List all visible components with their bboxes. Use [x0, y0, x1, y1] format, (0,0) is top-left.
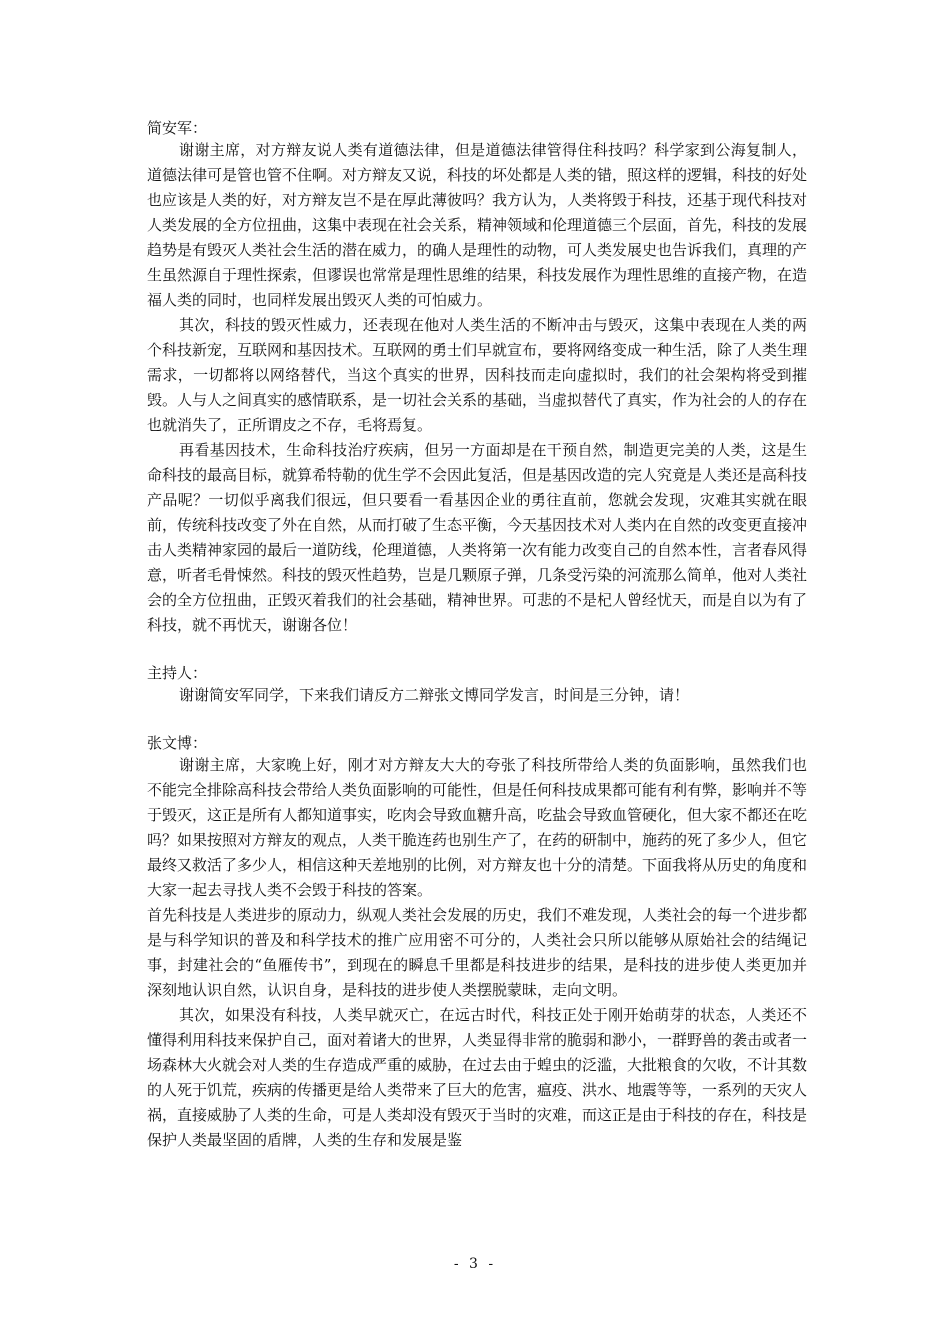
- page-number: - 3 -: [453, 1256, 497, 1272]
- section-spacer: [147, 638, 807, 663]
- section-spacer: [147, 708, 807, 733]
- speaker-label: 张文博：: [147, 734, 208, 752]
- paragraph: 谢谢主席，对方辩友说人类有道德法律，但是道德法律管得住科技吗？科学家到公海复制人，道德法律可是管也管不住啊。对方辩友又说，科技的坏处都是人类的错，照这样的逻辑，科技的好处也应该是人类的好，对方辩友岂不是在厚此薄彼吗？我方认为，人类将毁于科技，还基于现代科技对人类发展的全方位扭曲，这集中表现在社会关系，精神领域和伦理道德三个层面，首先，科技的发展趋势是有毁灭人类社会生活的潜在威力，的确人是理性的动物，可人类发展史也告诉我们，真理的产生虽然源自于理性探索，但谬误也常常是理性思维的结果，科技发展作为理性思维的直接产物，在造福人类的同时，也同样发展出毁灭人类的可怕威力。: [147, 141, 808, 309]
- paragraph: 谢谢主席，大家晚上好，刚才对方辩友大大的夸张了科技所带给人类的负面影响，虽然我们也不能完全排除高科技会带给人类负面影响的可能性，但是任何科技成果都可能有利有弊，影响并不等于毁灭，这正是所有人都知道事实，吃肉会导致血糖升高，吃盐会导致血管硬化，但大家不都还在吃吗？如果按照对方辩友的观点，人类干脆连药也别生产了，在药的研制中，施药的死了多少人，但它最终又救活了多少人，相信这种天差地别的比例，对方辩友也十分的清楚。下面我将从历史的角度和大家一起去寻找人类不会毁于科技的答案。: [147, 756, 808, 899]
- paragraph: 其次，科技的毁灭性威力，还表现在他对人类生活的不断冲击与毁灭，这集中表现在人类的两个科技新宠，互联网和基因技术。互联网的勇士们早就宣布，要将网络变成一种生活，除了人类生理需求，一切都将以网络替代，当这个真实的世界，因科技而走向虚拟时，我们的社会架构将受到摧毁。人与人之间真实的感情联系，是一切社会关系的基础，当虚拟替代了真实，作为社会的人的存在也就消失了，正所谓皮之不存，毛将焉复。: [147, 316, 808, 434]
- speaker-label: 简安军：: [147, 119, 208, 137]
- document-body: [147, 118, 807, 1153]
- paragraph: 其次，如果没有科技，人类早就灭亡，在远古时代，科技正处于刚开始萌芽的状态，人类还不懂得利用科技来保护自己，面对着诸大的世界，人类显得非常的脆弱和渺小，一群野兽的袭击或者一场森林大火就会对人类的生存造成严重的威胁，在过去由于蝗虫的泛滥，大批粮食的欠收，不计其数的人死于饥荒，疾病的传播更是给人类带来了巨大的危害，瘟疫、洪水、地震等等，一系列的天灾人祸，直接威胁了人类的生命，可是人类却没有毁灭于当时的灾难，而这正是由于科技的存在，科技是保护人类最坚固的盾牌，人类的生存和发展是鉴: [147, 1006, 808, 1149]
- paragraph: 首先科技是人类进步的原动力，纵观人类社会发展的历史，我们不难发现，人类社会的每一个进步都是与科学知识的普及和科学技术的推广应用密不可分的，人类社会只所以能够从原始社会的结绳记事，封建社会的“鱼雁传书”，到现在的瞬息千里都是科技进步的结果，是科技的进步使人类更加并深刻地认识自然，认识自身，是科技的进步使人类摆脱蒙昧，走向文明。: [147, 906, 808, 999]
- speaker-label: 主持人：: [147, 664, 208, 682]
- paragraph: 再看基因技术，生命科技治疗疾病，但另一方面却是在干预自然，制造更完美的人类，这是生命科技的最高目标，就算希特勒的优生学不会因此复活，但是基因改造的完人究竟是人类还是高科技产品呢？一切似乎离我们很远，但只要看一看基因企业的勇往直前，您就会发现，灾难其实就在眼前，传统科技改变了外在自然，从而打破了生态平衡，今天基因技术对人类内在自然的改变更直接冲击人类精神家园的最后一道防线，伦理道德，人类将第一次有能力改变自己的自然本性，言者春风得意，听者毛骨悚然。科技的毁灭性趋势，岂是几颗原子弹，几条受污染的河流那么简单，他对人类社会的全方位扭曲，正毁灭着我们的社会基础，精神世界。可悲的不是杞人曾经忧天，而是自以为有了科技，就不再忧天，谢谢各位！: [147, 441, 808, 634]
- paragraph: 谢谢简安军同学，下来我们请反方二辩张文博同学发言，时间是三分钟，请！: [179, 686, 690, 704]
